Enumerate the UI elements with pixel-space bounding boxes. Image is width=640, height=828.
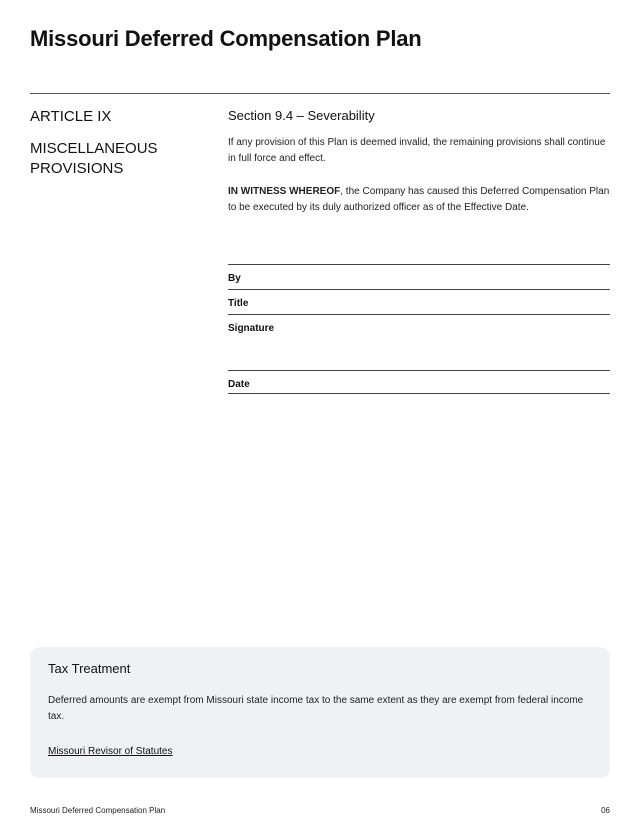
- by-label: By: [228, 273, 241, 284]
- section-content: [228, 108, 610, 233]
- header-divider: [30, 93, 610, 94]
- signature-line-date[interactable]: [228, 370, 610, 394]
- article-name: MISCELLANEOUS PROVISIONS: [30, 140, 158, 177]
- tax-treatment-body: Deferred amounts are exempt from Missouri state income tax to the same extent as they are exempt from federal income tax.: [48, 695, 584, 722]
- witness-text: , the Company has caused this Deferred Compensation Plan to be executed by its duly authorized officer as of the Effective Date.: [228, 186, 610, 213]
- document-title: Missouri Deferred Compensation Plan: [30, 26, 422, 51]
- signature-line-by[interactable]: [228, 264, 610, 289]
- severability-paragraph: If any provision of this Plan is deemed invalid, the remaining provisions shall continue in full force and effect.: [228, 137, 606, 164]
- article-number: ARTICLE IX: [30, 108, 112, 125]
- tax-treatment-title: Tax Treatment: [48, 661, 131, 676]
- section-heading: Section 9.4 – Severability: [228, 108, 375, 123]
- footer-page-number: 06: [601, 806, 610, 815]
- signature-line-title[interactable]: [228, 289, 610, 314]
- date-label: Date: [228, 379, 250, 390]
- signature-block: [228, 264, 610, 394]
- statutes-link[interactable]: Missouri Revisor of Statutes: [48, 746, 173, 757]
- signature-line-signature[interactable]: [228, 314, 610, 370]
- article-heading-column: [30, 108, 210, 179]
- footer-document-name: Missouri Deferred Compensation Plan: [30, 806, 166, 815]
- title-label: Title: [228, 298, 249, 309]
- witness-bold-text: IN WITNESS WHEREOF: [228, 186, 341, 197]
- witness-paragraph: [228, 184, 610, 216]
- signature-label: Signature: [228, 323, 275, 334]
- tax-treatment-callout: [30, 647, 610, 778]
